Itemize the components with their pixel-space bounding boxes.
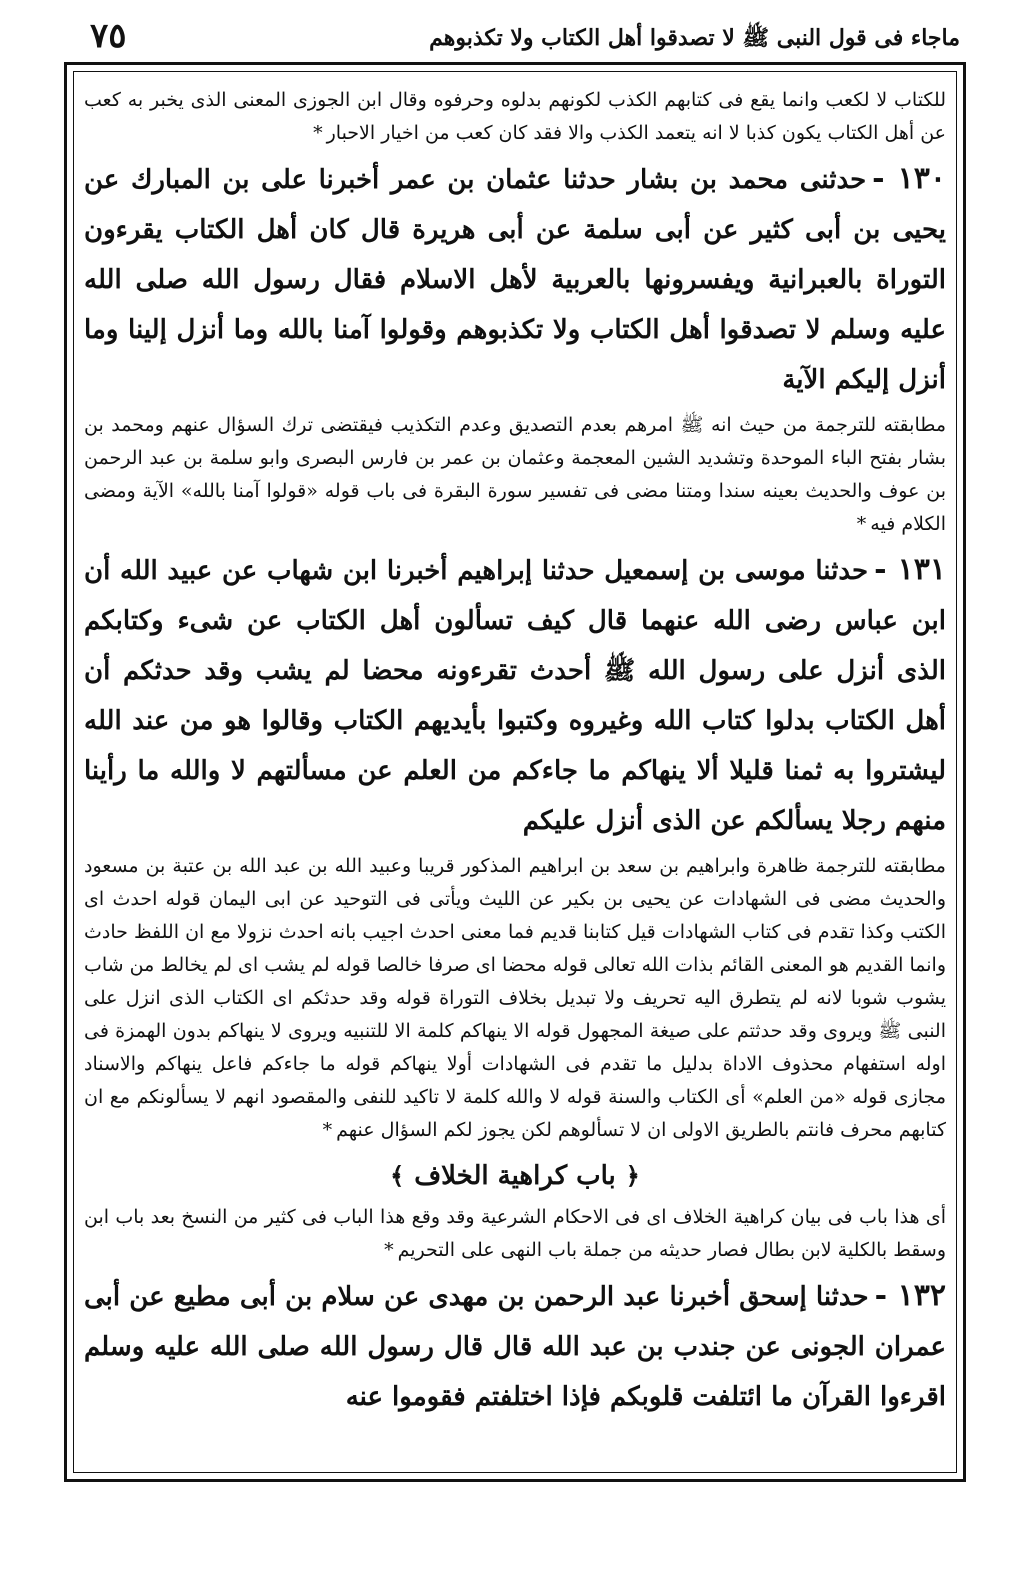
ornament-close: ﴾: [390, 1161, 405, 1190]
commentary-130: [84, 409, 946, 541]
hadith-130: [84, 154, 946, 405]
commentary-text: مطابقته للترجمة ظاهرة وابراهيم بن سعد بن ابراهيم المذكور قريبا وعبيد الله بن عبد الله بن عتبة بن مسعود والحديث مضى فى الشهادات عن يحيى بن بكير عن الليث ويأتى فى التوحيد عن ابى اليمان قوله احدث اى الكتب وكذا تقدم فى كتاب الشهادات قيل كتابنا قديم فما معنى احدث اجيب بانه احدث نزولا مع ان اللفظ حادث وانما القديم هو المعنى القائم بذات الله تعالى قوله محضا اى صرفا خالصا قوله لم يشب اى لم يخالط من شاب يشوب شوبا لانه لم يتطرق اليه تحريف ولا تبديل بخلاف التوراة قوله وقد حدثكم اى الكتاب الذى انزل على النبى ﷺ ويروى وقد حدثتم على صيغة المجهول قوله الا ينهاكم كلمة الا للتنبيه ويروى لا ينهاكم بدون الهمزة فى اوله استفهام محذوف الاداة بدليل ما تقدم فى الشهادات أولا ينهاكم قوله ما جاءكم فاعل ينهاكم والاسناد مجازى قوله «من العلم» أى الكتاب والسنة قوله لا والله كلمة لا تاكيد للنفى والمقصود انهم لا يسألونكم مع ان كتابهم محرف فانتم بالطريق الاولى ان لا تسألوهم لكن يجوز لكم السؤال عنهم: [84, 855, 946, 1141]
hadith-text: حدثنا موسى بن إسمعيل حدثنا إبراهيم أخبرنا ابن شهاب عن عبيد الله أن ابن عباس رضى الله عنهما قال كيف تسألون أهل الكتاب عن شىء وكتابكم الذى أنزل على رسول الله ﷺ أحدث تقرءونه محضا لم يشب وقد حدثكم أن أهل الكتاب بدلوا كتاب الله وغيروه وكتبوا بأيديهم الكتاب وقالوا هو من عند الله ليشتروا به ثمنا قليلا ألا ينهاكم ما جاءكم من العلم عن مسألتهم لا والله ما رأينا منهم رجلا يسألكم عن الذى أنزل عليكم: [84, 556, 946, 836]
running-title: ماجاء فى قول النبى ﷺ لا تصدقوا أهل الكتاب ولا تكذبوهم: [429, 25, 960, 51]
hadith-text: حدثنى محمد بن بشار حدثنا عثمان بن عمر أخبرنا على بن المبارك عن يحيى بن أبى كثير عن أبى سلمة عن أبى هريرة قال كان أهل الكتاب يقرءون التوراة بالعبرانية ويفسرونها بالعربية لأهل الاسلام فقال رسول الله صلى الله عليه وسلم لا تصدقوا أهل الكتاب ولا تكذبوهم وقولوا آمنا بالله وما أنزل إلينا وما أنزل إليكم الآية: [84, 165, 946, 395]
chapter-heading: [84, 1161, 946, 1191]
end-mark: *: [856, 513, 867, 535]
hadith-number: ١٣٢ -: [874, 1278, 946, 1313]
hadith-131: [84, 545, 946, 846]
ornament-open: ﴿: [625, 1161, 640, 1190]
hadith-number: ١٣١ -: [874, 552, 946, 587]
end-mark: *: [322, 1119, 333, 1141]
commentary-text: مطابقته للترجمة من حيث انه ﷺ امرهم بعدم التصديق وعدم التكذيب فيقتضى ترك السؤال عنهم ومحمد بن بشار بفتح الباء الموحدة وتشديد الشين المعجمة وعثمان بن عمر بن فارس البصرى وابو سلمة بن عبد الرحمن بن عوف والحديث بعينه سندا ومتنا مضى فى تفسير سورة البقرة فى باب قوله «قولوا آمنا بالله» الآية ومضى الكلام فيه: [84, 414, 946, 535]
hadith-number: ١٣٠ -: [872, 161, 946, 196]
commentary-text: أى هذا باب فى بيان كراهية الخلاف اى فى الاحكام الشرعية وقد وقع هذا الباب فى كثير من النسخ بعد باب ابن وسقط بالكلية لابن بطال فصار حديثه من جملة باب النهى على التحريم: [84, 1206, 946, 1261]
page-number: ٧٥: [90, 16, 127, 56]
hadith-132: [84, 1271, 946, 1422]
intro-text: للكتاب لا لكعب وانما يقع فى كتابهم الكذب لكونهم بدلوه وحرفوه وقال ابن الجوزى المعنى الذى يخبر به كعب عن أهل الكتاب يكون كذبا لا انه يتعمد الكذب والا فقد كان كعب من اخيار الاحبار: [84, 89, 946, 144]
commentary-131: [84, 850, 946, 1147]
end-mark: *: [313, 122, 323, 144]
chapter-title: باب كراهية الخلاف: [414, 1161, 616, 1191]
chapter-commentary: [84, 1201, 946, 1267]
page-header: [80, 14, 960, 62]
hadith-text: حدثنا إسحق أخبرنا عبد الرحمن بن مهدى عن سلام بن أبى مطيع عن أبى عمران الجونى عن جندب بن عبد الله قال قال رسول الله صلى الله عليه وسلم اقرءوا القرآن ما ائتلفت قلوبكم فإذا اختلفتم فقوموا عنه: [84, 1282, 946, 1412]
page-content: [84, 84, 946, 1460]
intro-commentary: [84, 84, 946, 150]
end-mark: *: [384, 1239, 394, 1261]
